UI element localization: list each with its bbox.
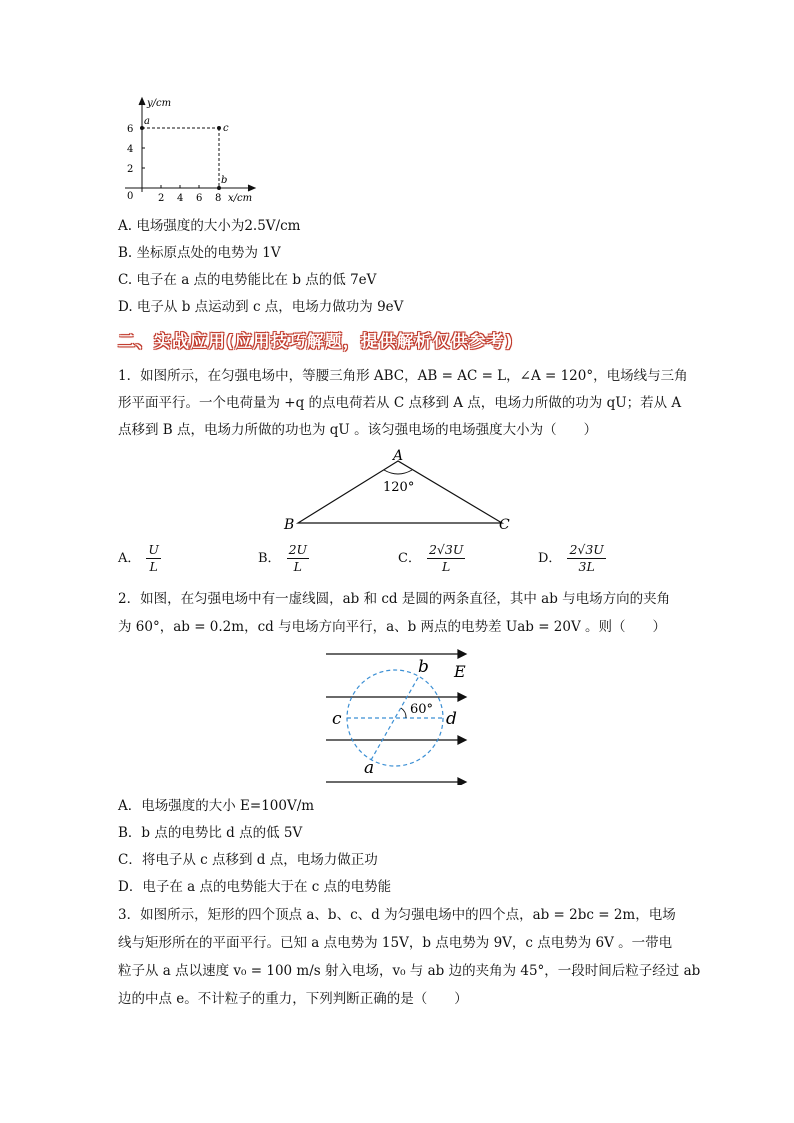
section-title: 二、实战应用(应用技巧解题，提供解析仅供参考)	[118, 332, 514, 352]
prev-option-d: D. 电子从 b 点运动到 c 点，电场力做功为 9eV	[118, 299, 404, 315]
point-b-dot	[217, 186, 221, 190]
q1-option-c-fraction: $\frac{2√3U}{L}$	[428, 542, 464, 574]
triangle-label-b: B	[284, 517, 295, 533]
y-tick-2: 2	[127, 164, 134, 175]
q1-option-a[interactable]	[118, 542, 161, 575]
triangle-label-a: A	[393, 448, 404, 464]
q1-option-c[interactable]	[398, 542, 465, 575]
q1-option-d-fraction: $\frac{2√3U}{3L}$	[569, 542, 604, 574]
angle-label: 60°	[410, 702, 434, 717]
x-tick-6: 6	[196, 193, 203, 204]
q1-option-c-label: C．	[398, 551, 421, 566]
label-b: b	[221, 175, 228, 186]
x-tick-4: 4	[177, 193, 184, 204]
prev-option-a: A. 电场强度的大小为2.5V/cm	[118, 218, 301, 234]
q2-option-c[interactable]: C．将电子从 c 点移到 d 点，电场力做正功	[118, 852, 378, 868]
x-tick-2: 2	[158, 193, 165, 204]
y-tick-6: 6	[127, 124, 134, 135]
q3-line-4: 边的中点 e。不计粒子的重力，下列判断正确的是（ ）	[118, 991, 468, 1007]
label-b: b	[418, 657, 429, 677]
q1-option-b[interactable]	[258, 542, 309, 575]
point-c-dot	[217, 126, 221, 130]
q1-option-d-label: D．	[538, 551, 562, 566]
q3-line-2: 线与矩形所在的平面平行。已知 a 点电势为 15V，b 点电势为 9V，c 点电势为 6V 。一带电	[118, 935, 673, 951]
label-e: E	[454, 662, 466, 681]
label-c: c	[223, 123, 229, 134]
origin-label: 0	[127, 191, 134, 202]
y-axis-label: y/cm	[147, 98, 172, 109]
q1-line-1: 1．如图所示，在匀强电场中，等腰三角形 ABC，AB = AC = L，∠A = 120°，电场线与三角	[118, 368, 688, 384]
q1-option-a-fraction: $\frac{U}{L}$	[148, 542, 159, 574]
triangle-label-c: C	[499, 517, 510, 533]
label-d: d	[446, 709, 457, 729]
q1-line-2: 形平面平行。一个电荷量为 +q 的点电荷若从 C 点移到 A 点，电场力所做的功为 qU；若从 A	[118, 395, 682, 411]
y-tick-4: 4	[127, 144, 134, 155]
q3-line-3: 粒子从 a 点以速度 v₀ = 100 m/s 射入电场，v₀ 与 ab 边的夹角为 45°，一段时间后粒子经过 ab	[118, 963, 701, 979]
label-a: a	[364, 758, 375, 778]
q2-option-b[interactable]: B．b 点的电势比 d 点的低 5V	[118, 825, 303, 841]
label-c: c	[332, 709, 342, 729]
label-a: a	[144, 116, 150, 127]
q1-option-b-label: B．	[258, 551, 281, 566]
q2-line-1: 2．如图，在匀强电场中有一虚线圆，ab 和 cd 是圆的两条直径，其中 ab 与电场方向的夹角	[118, 591, 671, 607]
q2-option-a[interactable]: A．电场强度的大小 E=100V/m	[118, 798, 315, 814]
q2-line-2: 为 60°，ab = 0.2m，cd 与电场方向平行，a、b 两点的电势差 Uab = 20V 。则（ ）	[118, 619, 667, 635]
q1-option-a-label: A．	[118, 551, 141, 566]
prev-option-b: B. 坐标原点处的电势为 1V	[118, 245, 281, 261]
q1-option-b-fraction: $\frac{2U}{L}$	[288, 542, 308, 574]
prev-option-c: C. 电子在 a 点的电势能比在 b 点的低 7eV	[118, 272, 377, 288]
triangle-angle-label: 120°	[383, 480, 415, 495]
x-tick-8: 8	[215, 193, 222, 204]
q3-line-1: 3．如图所示，矩形的四个顶点 a、b、c、d 为匀强电场中的四个点，ab = 2bc = 2m，电场	[118, 907, 676, 923]
triangle-figure	[280, 446, 520, 536]
q1-line-3: 点移到 B 点，电场力所做的功也为 qU 。该匀强电场的电场强度大小为（ ）	[118, 422, 598, 438]
coordinate-graph	[115, 95, 265, 207]
x-axis-label: x/cm	[228, 193, 253, 204]
q2-option-d[interactable]: D．电子在 a 点的电势能大于在 c 点的电势能	[118, 879, 392, 895]
q1-option-d[interactable]	[538, 542, 606, 575]
circle-field-figure	[318, 645, 483, 785]
